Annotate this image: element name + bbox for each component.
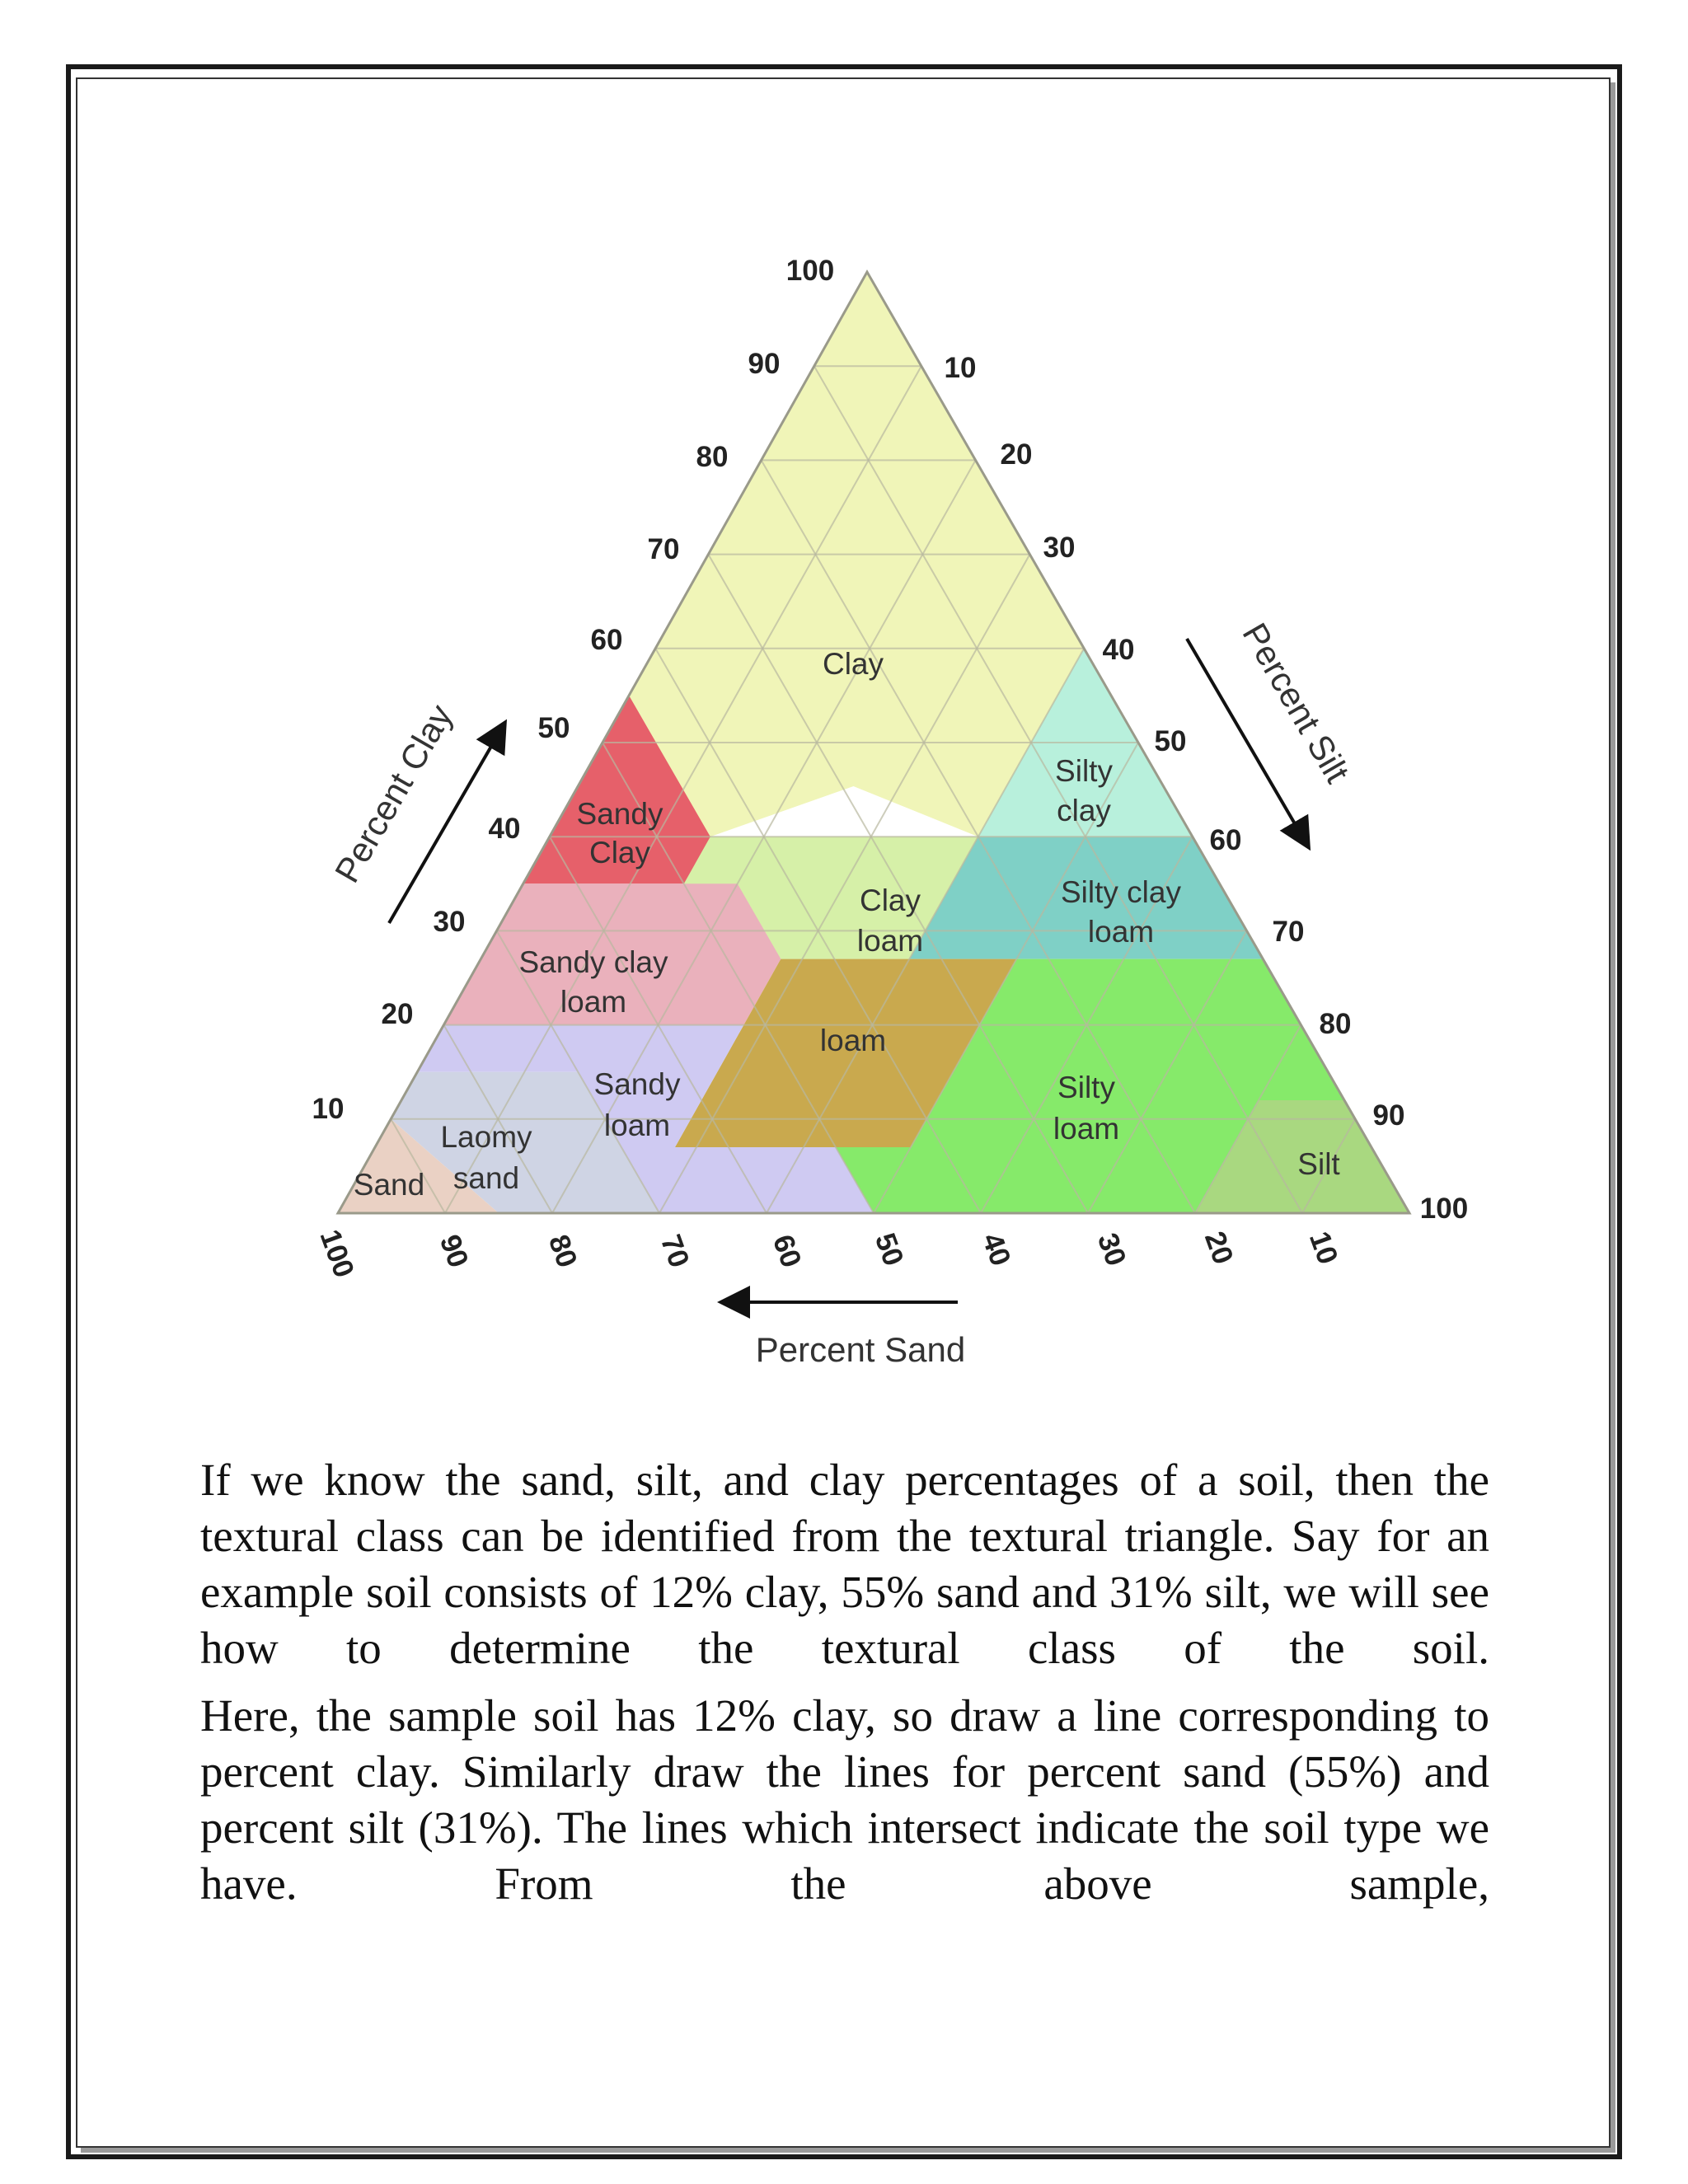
silt-axis-title: Percent Silt [1235, 616, 1357, 790]
sand-tick-70: 70 [654, 1230, 696, 1272]
label-clay: Clay [822, 647, 884, 681]
label-silty-clay-line1: Silty [1055, 754, 1113, 788]
label-silty-clay-loam-line1: Silty clay [1061, 875, 1181, 909]
clay-tick-40: 40 [488, 813, 521, 845]
sand-tick-10: 10 [1302, 1227, 1344, 1269]
label-silty-loam-line2: loam [1053, 1112, 1120, 1146]
label-silty-clay-line2: clay [1057, 794, 1111, 827]
paragraph-2: Here, the sample soil has 12% clay, so draw a line corresponding to percent clay. Similarly draw the lines for percent sand (55%) and percent silt (31%). The lines which intersect indicate the soil type we have. From the above sample, [200, 1690, 1489, 1909]
silt-tick-70: 70 [1272, 916, 1305, 948]
body-text [200, 1452, 1489, 1924]
clay-tick-20: 20 [381, 998, 414, 1030]
label-silty-clay-loam-line2: loam [1087, 915, 1155, 949]
silt-tick-30: 30 [1043, 532, 1076, 564]
silt-axis-title-group [1187, 616, 1357, 837]
sand-tick-30: 30 [1090, 1229, 1132, 1271]
label-sandy-loam-line1: Sandy [593, 1067, 681, 1101]
clay-tick-90: 90 [748, 348, 781, 380]
clay-axis-title-group [327, 698, 499, 923]
paragraph-1: If we know the sand, silt, and clay percentages of a soil, then the textural class can be identified from the textural triangle. Say for an example soil consists of 12% clay, 55% sand and 31% silt, we will see how to determine the textural class of the soil. [200, 1455, 1489, 1673]
silt-tick-40: 40 [1102, 634, 1135, 666]
label-sandy-clay-line1: Sandy [576, 797, 663, 831]
label-loam: loam [819, 1024, 887, 1057]
sand-axis-title: Percent Sand [755, 1330, 966, 1369]
silt-tick-90: 90 [1372, 1099, 1405, 1132]
silt-tick-60: 60 [1209, 824, 1242, 856]
silt-tick-10: 10 [944, 352, 977, 384]
clay-tick-60: 60 [590, 624, 623, 656]
sand-tick-90: 90 [433, 1230, 475, 1272]
clay-tick-10: 10 [312, 1093, 345, 1125]
sand-tick-100: 100 [313, 1225, 361, 1282]
silt-tick-50: 50 [1154, 725, 1187, 757]
sand-tick-40: 40 [975, 1229, 1017, 1271]
clay-tick-80: 80 [696, 441, 729, 473]
label-loamy-sand-line2: sand [452, 1161, 520, 1195]
label-sandy-clay-loam-line2: loam [560, 985, 627, 1019]
clay-tick-70: 70 [647, 533, 680, 565]
sand-tick-60: 60 [766, 1230, 808, 1272]
label-sandy-clay-line2: Clay [588, 836, 651, 869]
sand-axis-title-group [734, 1302, 965, 1369]
clay-tick-30: 30 [433, 906, 466, 938]
sand-axis-ticks [313, 1226, 1343, 1282]
sand-tick-80: 80 [542, 1230, 584, 1272]
silt-tick-20: 20 [1000, 438, 1033, 471]
clay-axis-title: Percent Clay [326, 697, 460, 889]
label-silty-loam-line1: Silty [1057, 1071, 1115, 1104]
clay-tick-100: 100 [785, 255, 835, 287]
label-sandy-clay-loam-line1: Sandy clay [518, 945, 668, 979]
clay-tick-50: 50 [537, 712, 570, 744]
silt-tick-80: 80 [1319, 1008, 1352, 1040]
label-silt: Silt [1297, 1147, 1340, 1181]
sand-tick-20: 20 [1198, 1227, 1240, 1269]
label-clay-loam-line2: loam [856, 924, 924, 958]
sand-tick-50: 50 [868, 1229, 910, 1271]
label-sand: Sand [353, 1168, 425, 1202]
label-loamy-sand-line1: Laomy [440, 1120, 532, 1154]
label-clay-loam-line1: Clay [859, 883, 921, 917]
label-sandy-loam-line2: loam [603, 1108, 671, 1142]
silt-tick-100: 100 [1419, 1193, 1469, 1225]
